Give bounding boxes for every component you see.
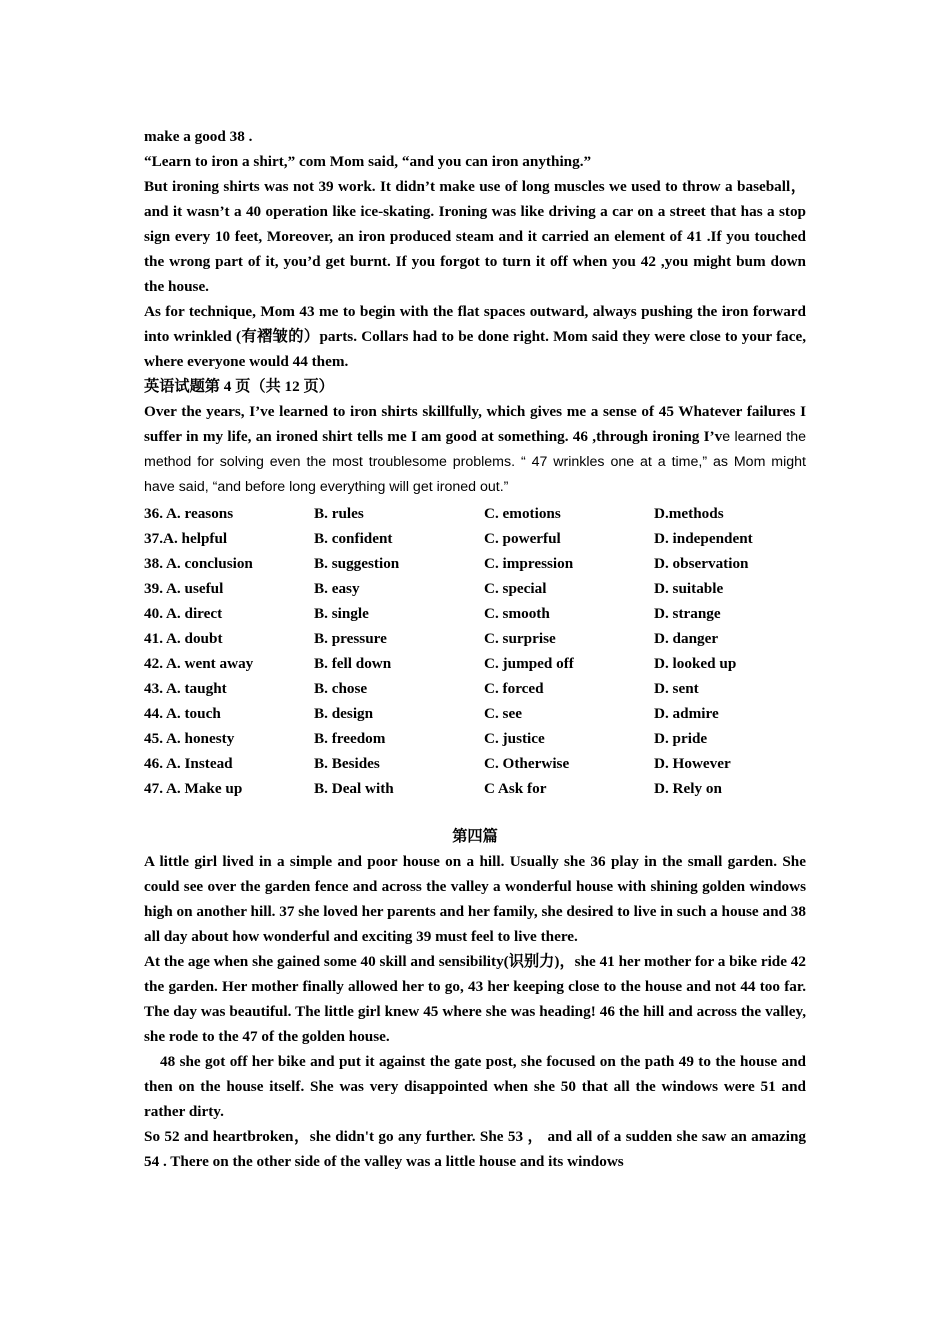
option-row xyxy=(144,751,806,776)
option-d: D. strange xyxy=(654,605,721,622)
option-a: 39. A. useful xyxy=(144,580,224,597)
option-a: 40. A. direct xyxy=(144,605,223,622)
passage4-para4: So 52 and heartbroken，she didn't go any further. She 53 ， and all of a sudden she saw an amazing 54 . There on the other side of the valley was a little house and its windows xyxy=(144,1128,806,1170)
option-c: C. emotions xyxy=(484,505,561,522)
option-c: C. see xyxy=(484,705,522,722)
option-a: 38. A. conclusion xyxy=(144,555,253,572)
option-c: C. justice xyxy=(484,730,545,747)
passage4-para1: A little girl lived in a simple and poor house on a hill. Usually she 36 play in the small garden. She could see over the garden fence and across the valley a wonderful house with shining golden windows high on another hill. 37 she loved her parents and her family, she desired to live in such a house and 38 all day about how wonderful and exciting 39 must feel to live there. xyxy=(144,853,806,945)
option-a: 36. A. reasons xyxy=(144,505,234,522)
option-c: C Ask for xyxy=(484,780,547,797)
option-a: 42. A. went away xyxy=(144,655,254,672)
option-d: D.methods xyxy=(654,505,724,522)
option-row xyxy=(144,551,806,576)
option-d: D. suitable xyxy=(654,580,724,597)
option-b: B. design xyxy=(314,705,374,722)
option-b: B. Deal with xyxy=(314,780,394,797)
option-row xyxy=(144,776,806,801)
option-b: B. Besides xyxy=(314,755,380,772)
option-row xyxy=(144,651,806,676)
option-c: C. impression xyxy=(484,555,574,572)
option-d: D. admire xyxy=(654,705,719,722)
passage4-para2: At the age when she gained some 40 skill and sensibility(识别力)，she 41 her mother for a bike ride 42 the garden. Her mother finally allowed her to go, 43 her keeping close to the house and not 44 too far. The day was beautiful. The little girl knew 45 where she was heading! 46 the hill and across the valley, she rode to the 47 of the golden house. xyxy=(144,953,806,1045)
option-b: B. suggestion xyxy=(314,555,400,572)
options-table xyxy=(144,501,806,801)
passage3-para1: But ironing shirts was not 39 work. It didn’t make use of long muscles we used to throw a baseball，and it wasn’t a 40 operation like ice-skating. Ironing was like driving a car on a street that has a stop sign every 10 feet, Moreover, an iron produced steam and it carried an element of 41 .If you touched the wrong part of it, you’d get burnt. If you forgot to turn it off when you 42 ,you might bum down the house. xyxy=(144,178,806,295)
option-c: C. powerful xyxy=(484,530,561,547)
option-b: B. rules xyxy=(314,505,364,522)
option-a: 46. A. Instead xyxy=(144,755,233,772)
option-d: D. sent xyxy=(654,680,699,697)
document-page xyxy=(144,124,806,1174)
passage3-line1: make a good 38 . xyxy=(144,128,253,145)
option-c: C. Otherwise xyxy=(484,755,570,772)
option-b: B. pressure xyxy=(314,630,387,647)
option-b: B. chose xyxy=(314,680,368,697)
option-d: D. Rely on xyxy=(654,780,722,797)
option-a: 43. A. taught xyxy=(144,680,227,697)
option-row xyxy=(144,501,806,526)
option-d: D. observation xyxy=(654,555,749,572)
option-b: B. fell down xyxy=(314,655,392,672)
passage4-para3: 48 she got off her bike and put it against the gate post, she focused on the path 49 to the house and then on the house itself. She was very disappointed when she 50 that all the windows were 51 and rather dirty. xyxy=(144,1053,806,1120)
passage3-para3 xyxy=(144,399,806,499)
option-a: 45. A. honesty xyxy=(144,730,235,747)
passage3-para3-plain: e learned the method for solving even the most troublesome problems. “ 47 wrinkles one at a time,” as Mom might have said, “and before long everything will get ironed out.” xyxy=(144,429,806,495)
option-a: 37.A. helpful xyxy=(144,530,228,547)
option-c: C. smooth xyxy=(484,605,550,622)
option-a: 44. A. touch xyxy=(144,705,221,722)
option-row xyxy=(144,701,806,726)
passage3-para2: As for technique, Mom 43 me to begin with the flat spaces outward, always pushing the iron forward into wrinkled (有褶皱的）parts. Collars had to be done right. Mom said they were close to your face, where everyone would 44 them. xyxy=(144,303,806,370)
option-d: D. However xyxy=(654,755,731,772)
option-c: C. surprise xyxy=(484,630,556,647)
option-row xyxy=(144,576,806,601)
option-b: B. easy xyxy=(314,580,360,597)
option-c: C. forced xyxy=(484,680,544,697)
option-row xyxy=(144,601,806,626)
option-d: D. pride xyxy=(654,730,708,747)
passage3-para3-bold: Over the years, I’ve learned to iron shirts skillfully, which gives me a sense of 45 Whatever failures I suffer in my life, an ironed shirt tells me I am good at something. 46 ,through ironing I’v xyxy=(144,403,806,445)
option-row xyxy=(144,526,806,551)
passage3-line2: “Learn to iron a shirt,” com Mom said, “and you can iron anything.” xyxy=(144,153,592,170)
option-row xyxy=(144,626,806,651)
option-b: B. freedom xyxy=(314,730,386,747)
option-d: D. looked up xyxy=(654,655,737,672)
section-title: 第四篇 xyxy=(452,828,498,845)
option-d: D. danger xyxy=(654,630,719,647)
option-b: B. confident xyxy=(314,530,393,547)
option-a: 41. A. doubt xyxy=(144,630,223,647)
option-c: C. jumped off xyxy=(484,655,574,672)
option-row xyxy=(144,726,806,751)
option-b: B. single xyxy=(314,605,369,622)
option-row xyxy=(144,676,806,701)
option-d: D. independent xyxy=(654,530,753,547)
page-header: 英语试题第 4 页（共 12 页） xyxy=(144,378,334,395)
option-a: 47. A. Make up xyxy=(144,780,243,797)
option-c: C. special xyxy=(484,580,547,597)
